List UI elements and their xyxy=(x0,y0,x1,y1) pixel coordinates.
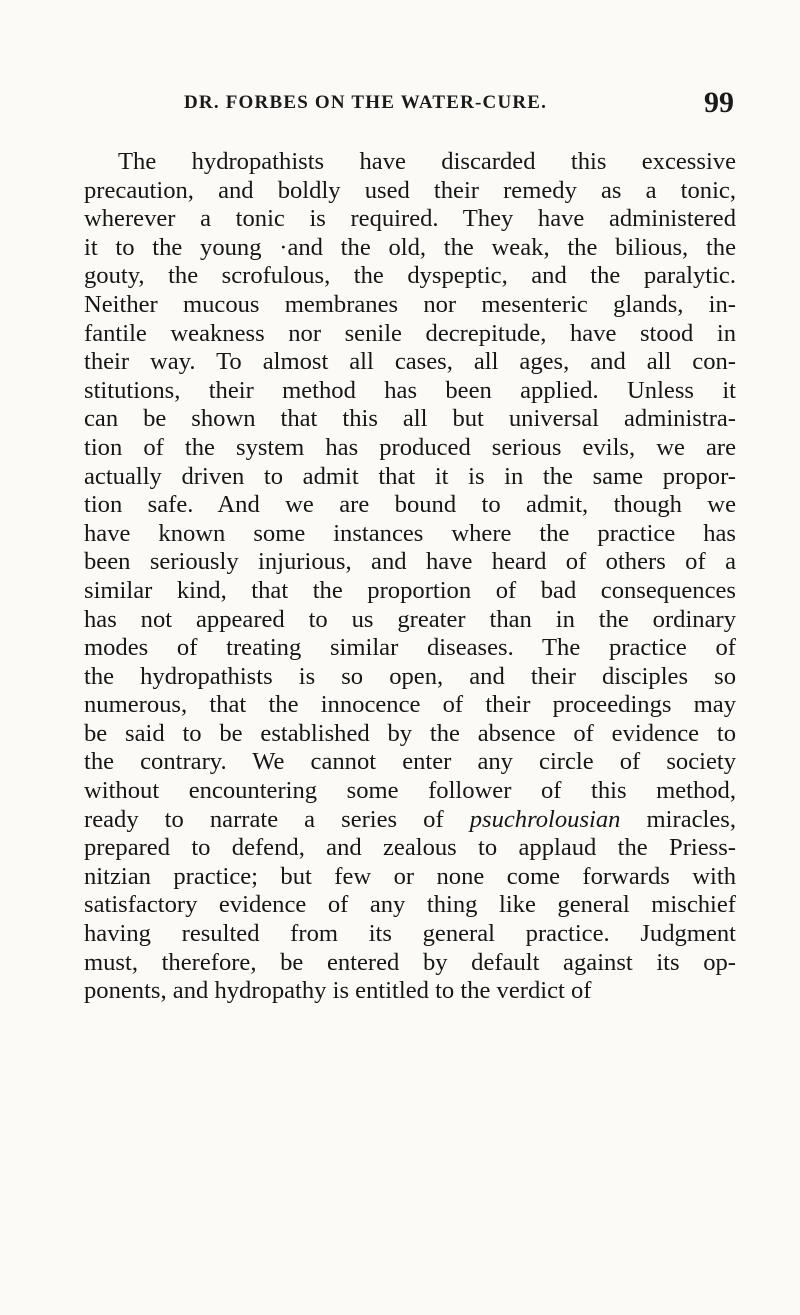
text-line: numerous, that the innocence of their proceedings may xyxy=(84,691,736,719)
text-line: been seriously injurious, and have heard of others of a xyxy=(84,548,736,576)
text-line: have known some instances where the practice has xyxy=(84,519,736,547)
running-head xyxy=(84,88,734,124)
text-line: prepared to defend, and zealous to applaud the Priess- xyxy=(84,834,736,862)
body-paragraph xyxy=(84,148,736,1006)
text-line: without encountering some follower of this method, xyxy=(84,777,736,805)
text-line: the hydropathists is so open, and their disciples so xyxy=(84,662,736,690)
page-number: 99 xyxy=(704,86,734,119)
text-line: the contrary. We cannot enter any circle of society xyxy=(84,748,736,776)
text-line: having resulted from its general practice. Judgment xyxy=(84,920,736,948)
text-line: nitzian practice; but few or none come forwards with xyxy=(84,862,736,890)
text-line: stitutions, their method has been applied. Unless it xyxy=(84,376,736,404)
running-title: DR. FORBES ON THE WATER-CURE. xyxy=(184,92,548,113)
text-segment: miracles, xyxy=(620,805,736,833)
text-line: satisfactory evidence of any thing like general mischief xyxy=(84,891,736,919)
text-line: Neither mucous membranes nor mesenteric glands, in- xyxy=(84,290,736,318)
text-line: must, therefore, be entered by default against its op- xyxy=(84,948,736,976)
text-line: ponents, and hydropathy is entitled to the verdict of xyxy=(84,977,592,1005)
italic-term: psuchrolousian xyxy=(469,805,621,833)
text-line: gouty, the scrofulous, the dyspeptic, and the paralytic. xyxy=(84,262,736,290)
text-line: modes of treating similar diseases. The practice of xyxy=(84,634,736,662)
text-line: fantile weakness nor senile decrepitude, have stood in xyxy=(84,319,736,347)
text-line: has not appeared to us greater than in the ordinary xyxy=(84,605,736,633)
text-line: be said to be established by the absence of evidence to xyxy=(84,719,736,747)
text-line-with-italic xyxy=(84,806,736,835)
text-line: actually driven to admit that it is in the same propor- xyxy=(84,462,736,490)
text-segment: ready to narrate a series of xyxy=(84,805,470,833)
text-line: The hydropathists have discarded this excessive xyxy=(118,148,736,175)
text-line: wherever a tonic is required. They have administered xyxy=(84,205,736,233)
text-line: tion of the system has produced serious evils, we are xyxy=(84,433,736,461)
text-line: precaution, and boldly used their remedy as a tonic, xyxy=(84,176,736,204)
text-line: their way. To almost all cases, all ages, and all con- xyxy=(84,348,736,376)
text-line: tion safe. And we are bound to admit, though we xyxy=(84,491,736,519)
text-line: it to the young ·and the old, the weak, the bilious, the xyxy=(84,233,736,261)
text-line: similar kind, that the proportion of bad consequences xyxy=(84,576,736,604)
text-line: can be shown that this all but universal administra- xyxy=(84,405,736,433)
